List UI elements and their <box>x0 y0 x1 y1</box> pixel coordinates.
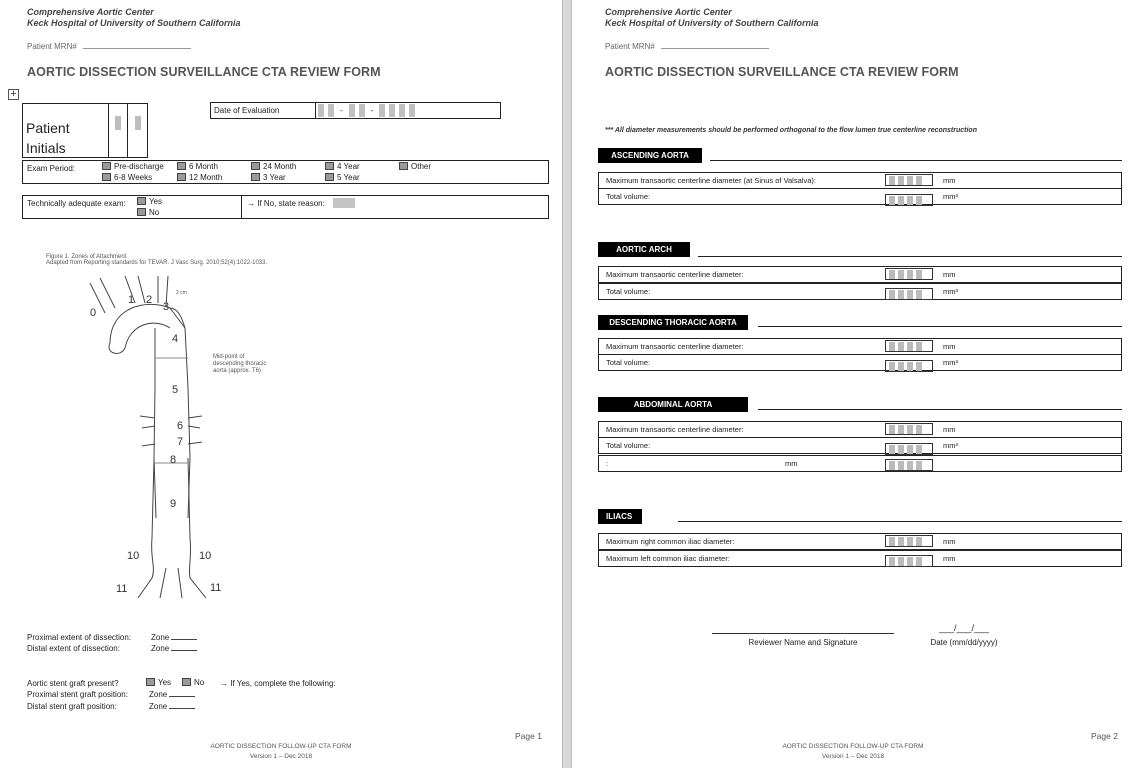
checkbox-icon[interactable] <box>399 162 408 170</box>
tech-reason-field[interactable] <box>333 198 355 208</box>
row-label: Maximum transaortic centerline diameter: <box>606 270 744 279</box>
distal-zone-field[interactable]: Zone <box>151 644 197 653</box>
zone-6-label: 6 <box>177 420 184 432</box>
checkbox-icon[interactable] <box>251 162 260 170</box>
exam-option-other[interactable]: Other <box>399 162 431 171</box>
header-hospital: Keck Hospital of University of Southern California <box>605 18 819 28</box>
mrn-label: Patient MRN# <box>27 42 77 51</box>
measurement-field[interactable] <box>885 443 933 455</box>
technical-adequacy-box <box>22 195 549 219</box>
page-number: Page 2 <box>1091 731 1118 741</box>
footer-title: AORTIC DISSECTION FOLLOW-UP CTA FORM <box>782 743 924 750</box>
tech-yes-option[interactable]: Yes <box>137 197 162 206</box>
section-descending-thoracic-aorta: DESCENDING THORACIC AORTA <box>598 315 748 330</box>
section-rule <box>758 326 1122 327</box>
row-label: Maximum transaortic centerline diameter: <box>606 342 744 351</box>
unit-label: mm <box>943 342 956 351</box>
measurement-note: *** All diameter measurements should be performed orthogonal to the flow lumen true centerline reconstruction <box>605 127 977 134</box>
header-center: Comprehensive Aortic Center <box>605 7 732 17</box>
stent-proximal-label: Proximal stent graft position: <box>27 690 128 699</box>
section-ascending-aorta: ASCENDING AORTA <box>598 148 702 163</box>
page-gutter <box>562 0 572 768</box>
date-field[interactable]: ___/___/___ <box>938 623 990 633</box>
zone-7-label: 7 <box>177 436 184 448</box>
measurement-field[interactable] <box>885 174 933 186</box>
measurement-field[interactable] <box>885 555 933 567</box>
proximal-zone-field[interactable]: Zone <box>151 633 197 642</box>
row-arch-volume <box>598 283 1122 300</box>
row-label: Total volume: <box>606 358 651 367</box>
exam-period-label: Exam Period: <box>27 164 76 173</box>
zone-0-label: 0 <box>90 307 97 319</box>
patient-initials-box <box>22 103 109 158</box>
row-ascending-diameter <box>598 172 1122 189</box>
row-label: Total volume: <box>606 287 651 296</box>
unit-label: mm³ <box>943 287 958 296</box>
section-rule <box>758 409 1122 410</box>
checkbox-icon[interactable] <box>182 678 191 686</box>
section-iliacs: ILIACS <box>598 509 642 524</box>
header-hospital: Keck Hospital of University of Southern California <box>27 18 241 28</box>
section-rule <box>698 256 1122 257</box>
initial-field-2[interactable] <box>127 103 148 158</box>
checkbox-icon[interactable] <box>177 173 186 181</box>
stent-no-option[interactable]: No <box>182 678 204 687</box>
checkbox-icon[interactable] <box>251 173 260 181</box>
checkbox-icon[interactable] <box>137 208 146 216</box>
section-rule <box>710 160 1122 161</box>
zone-5-label: 5 <box>172 384 179 396</box>
form-page-2 <box>572 0 1134 768</box>
aortic-zones-diagram <box>70 268 270 608</box>
section-rule <box>678 521 1122 522</box>
row-descending-diameter <box>598 338 1122 355</box>
footer-version: Version 1 – Dec 2018 <box>249 753 313 760</box>
plus-box-icon[interactable]: + <box>8 89 19 100</box>
footer-title: AORTIC DISSECTION FOLLOW-UP CTA FORM <box>210 743 352 750</box>
measurement-field[interactable] <box>885 194 933 206</box>
unit-label: mm <box>943 425 956 434</box>
unit-label: mm <box>785 459 798 468</box>
row-left-iliac <box>598 550 1122 567</box>
initial-field-1[interactable] <box>108 103 128 158</box>
checkbox-icon[interactable] <box>325 173 334 181</box>
form-title: AORTIC DISSECTION SURVEILLANCE CTA REVIEW FORM <box>27 65 381 79</box>
figure-source: Adapted from Reporting standards for TEVAR. J Vasc Surg. 2010;52(4):1022-1033. <box>46 260 268 266</box>
reviewer-label: Reviewer Name and Signature <box>748 638 858 647</box>
tech-reason-label: → If No, state reason: <box>247 199 325 208</box>
exam-option-5-year[interactable]: 5 Year <box>325 173 360 182</box>
proximal-extent-label: Proximal extent of dissection: <box>27 633 132 642</box>
unit-label: mm <box>943 537 956 546</box>
exam-option-pre-discharge[interactable]: Pre-discharge <box>102 162 164 171</box>
stent-present-label: Aortic stent graft present? <box>27 679 119 688</box>
unit-label: mm³ <box>943 441 958 450</box>
measurement-field[interactable] <box>885 459 933 471</box>
patient-initials-label: Patient Initials <box>26 120 70 156</box>
tech-no-option[interactable]: No <box>137 208 159 217</box>
date-label: Date (mm/dd/yyyy) <box>930 638 998 647</box>
two-cm-label: 2 cm <box>176 290 187 296</box>
zone-3-label: 3 <box>163 301 170 313</box>
reviewer-signature-field[interactable] <box>712 633 894 634</box>
checkbox-icon[interactable] <box>177 162 186 170</box>
measurement-field[interactable] <box>885 340 933 352</box>
zone-11-right-label: 11 <box>210 582 222 594</box>
zone-1-label: 1 <box>128 294 135 306</box>
measurement-field[interactable] <box>885 360 933 372</box>
stent-distal-field[interactable]: Zone <box>149 702 195 711</box>
zone-10-right-label: 10 <box>199 550 212 562</box>
mrn-label: Patient MRN# <box>605 42 655 51</box>
unit-label: mm <box>943 554 956 563</box>
measurement-field[interactable] <box>885 288 933 300</box>
measurement-field[interactable] <box>885 535 933 547</box>
row-ascending-volume <box>598 188 1122 205</box>
row-label: Maximum transaortic centerline diameter (at Sinus of Valsalva): <box>606 176 816 185</box>
row-arch-diameter <box>598 266 1122 283</box>
midpoint-note: Mid-point of descending thoracic aorta (approx. T6) <box>213 354 267 374</box>
form-page-1 <box>0 0 562 768</box>
unit-label: mm <box>943 270 956 279</box>
zone-8-label: 8 <box>170 454 177 466</box>
mrn-field[interactable] <box>83 42 191 49</box>
exam-option-4-year[interactable]: 4 Year <box>325 162 360 171</box>
checkbox-icon[interactable] <box>325 162 334 170</box>
section-aortic-arch: AORTIC ARCH <box>598 242 690 257</box>
date-digits[interactable]: - - <box>315 103 501 118</box>
exam-option-3-year[interactable]: 3 Year <box>251 173 286 182</box>
exam-option-12-month[interactable]: 12 Month <box>177 173 222 182</box>
page-number: Page 1 <box>515 731 542 741</box>
zone-10-left-label: 10 <box>127 550 140 562</box>
section-abdominal-aorta: ABDOMINAL AORTA <box>598 397 748 412</box>
measurement-field[interactable] <box>885 268 933 280</box>
zone-4-label: 4 <box>172 333 179 345</box>
checkbox-icon[interactable] <box>102 173 111 181</box>
exam-option-24-month[interactable]: 24 Month <box>251 162 296 171</box>
date-of-evaluation-box <box>210 102 501 119</box>
stent-complete-note: → If Yes, complete the following: <box>220 679 336 688</box>
tech-label: Technically adequate exam: <box>27 199 126 208</box>
zone-2-label: 2 <box>146 294 153 306</box>
row-label: Total volume: <box>606 441 651 450</box>
exam-option-6-8-weeks[interactable]: 6-8 Weeks <box>102 173 152 182</box>
row-descending-volume <box>598 354 1122 371</box>
row-label: Maximum transaortic centerline diameter: <box>606 425 744 434</box>
header-center: Comprehensive Aortic Center <box>27 7 154 17</box>
unit-label: mm <box>943 176 956 185</box>
row-label: Maximum right common iliac diameter: <box>606 537 735 546</box>
form-title: AORTIC DISSECTION SURVEILLANCE CTA REVIEW FORM <box>605 65 959 79</box>
stent-proximal-field[interactable]: Zone <box>149 690 195 699</box>
footer-version: Version 1 – Dec 2018 <box>821 753 885 760</box>
row-label: Total volume: <box>606 192 651 201</box>
measurement-field[interactable] <box>885 423 933 435</box>
zone-9-label: 9 <box>170 498 177 510</box>
stent-distal-label: Distal stent graft position: <box>27 702 117 711</box>
row-right-iliac <box>598 533 1122 550</box>
row-abdominal-extra <box>598 455 1122 472</box>
patient-mrn <box>605 42 769 51</box>
zone-11-left-label: 11 <box>116 583 128 595</box>
distal-extent-label: Distal extent of dissection: <box>27 644 120 653</box>
mrn-field[interactable] <box>661 42 769 49</box>
date-of-evaluation-label: Date of Evaluation <box>214 106 280 115</box>
figure-caption: Figure 1. Zones of Attachment <box>46 254 127 260</box>
unit-label: mm³ <box>943 192 958 201</box>
row-abdominal-diameter <box>598 421 1122 438</box>
row-abdominal-volume <box>598 437 1122 454</box>
checkbox-icon[interactable] <box>137 197 146 205</box>
unit-label: mm³ <box>943 358 958 367</box>
patient-mrn <box>27 42 191 51</box>
checkbox-icon[interactable] <box>102 162 111 170</box>
exam-period-box <box>22 160 549 184</box>
row-label: : <box>606 459 609 468</box>
stent-yes-option[interactable]: Yes <box>146 678 171 687</box>
row-label: Maximum left common iliac diameter: <box>606 554 730 563</box>
exam-option-6-month[interactable]: 6 Month <box>177 162 218 171</box>
checkbox-icon[interactable] <box>146 678 155 686</box>
